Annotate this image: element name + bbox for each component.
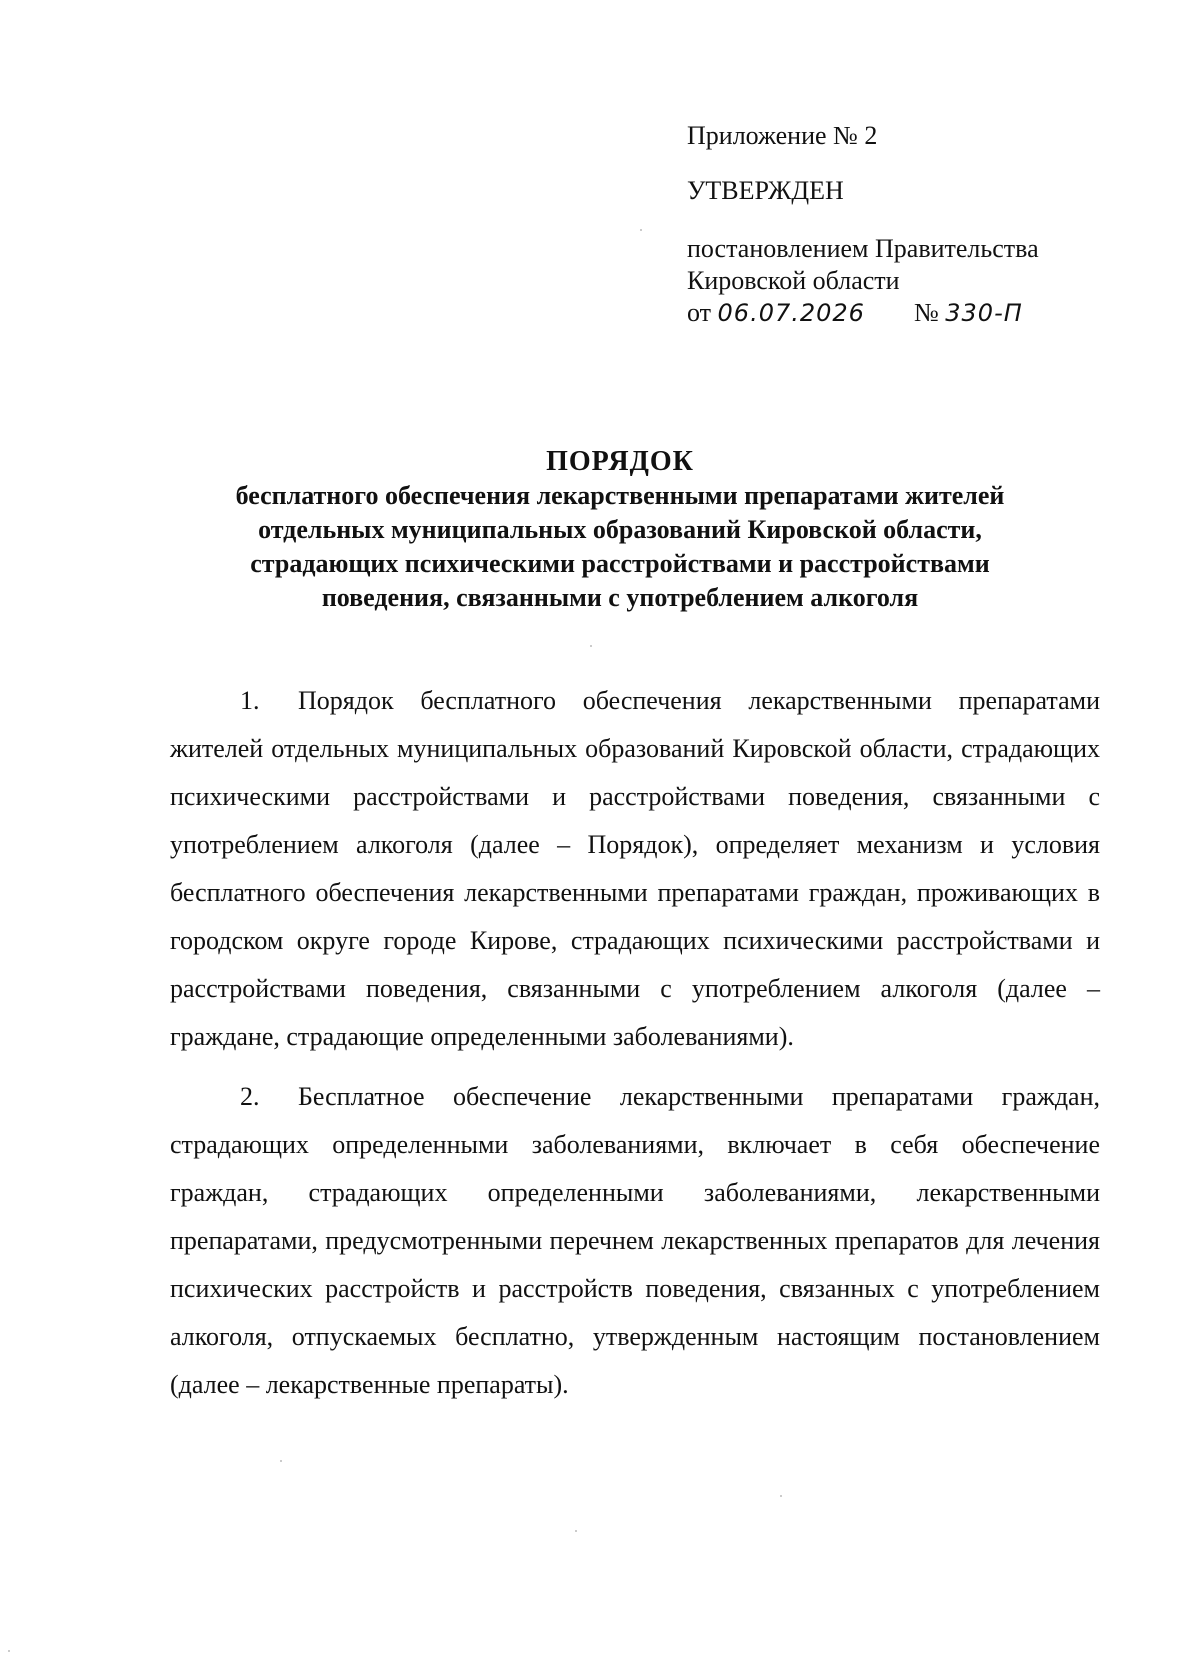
approved-label: УТВЕРЖДЕН — [687, 176, 844, 205]
paragraph-2 — [170, 1073, 1100, 1409]
annex-label: Приложение № 2 — [687, 121, 878, 150]
handwritten-date: 06.07.2026 — [717, 299, 865, 327]
paragraph-number: 2. — [240, 1082, 260, 1111]
decree-date-number-line — [687, 297, 1039, 329]
scan-speck — [640, 229, 642, 231]
handwritten-number: 330-П — [945, 299, 1023, 327]
title-line: страдающих психическими расстройствами и расстройствами — [250, 549, 990, 578]
document-body — [170, 677, 1100, 1421]
paragraph-text: Бесплатное обеспечение лекарственными препаратами граждан, страдающих определенными заболеваниями, включает в себя обеспечение граждан, страдающих определенными заболеваниями, лекарственными препаратами, предусмотренными перечнем лекарственных препаратов для лечения психических расстройств и расстройств поведения, связанных с употреблением алкоголя, отпускаемых бесплатно, утвержденным настоящим постановлением (далее – лекарственные препараты). — [170, 1082, 1100, 1399]
number-prefix: № — [913, 298, 939, 327]
paragraph-text: Порядок бесплатного обеспечения лекарственными препаратами жителей отдельных муниципальных образований Кировской области, страдающих психическими расстройствами и расстройствами поведения, связанными с употреблением алкоголя (далее – Порядок), определяет механизм и условия бесплатного обеспечения лекарственными препаратами граждан, проживающих в городском округе городе Кирове, страдающих психическими расстройствами и расстройствами поведения, связанными с употреблением алкоголя (далее – граждане, страдающие определенными заболеваниями). — [170, 686, 1100, 1051]
approval-block — [687, 120, 1039, 329]
scan-speck — [590, 645, 592, 647]
scan-speck — [780, 1495, 782, 1497]
document-title — [160, 445, 1080, 615]
title-line: бесплатного обеспечения лекарственными препаратами жителей — [235, 481, 1005, 510]
date-prefix: от — [687, 298, 712, 327]
scan-speck — [280, 1460, 282, 1462]
decree-line-1: постановлением Правительства — [687, 234, 1039, 263]
title-line: отдельных муниципальных образований Кировской области, — [258, 515, 982, 544]
paragraph-number: 1. — [240, 686, 260, 715]
decree-line-2: Кировской области — [687, 266, 900, 295]
title-line: поведения, связанными с употреблением алкоголя — [321, 583, 919, 612]
paragraph-1 — [170, 677, 1100, 1061]
scan-speck — [575, 1530, 577, 1532]
scan-speck — [8, 1650, 10, 1652]
title-main: ПОРЯДОК — [546, 446, 694, 477]
